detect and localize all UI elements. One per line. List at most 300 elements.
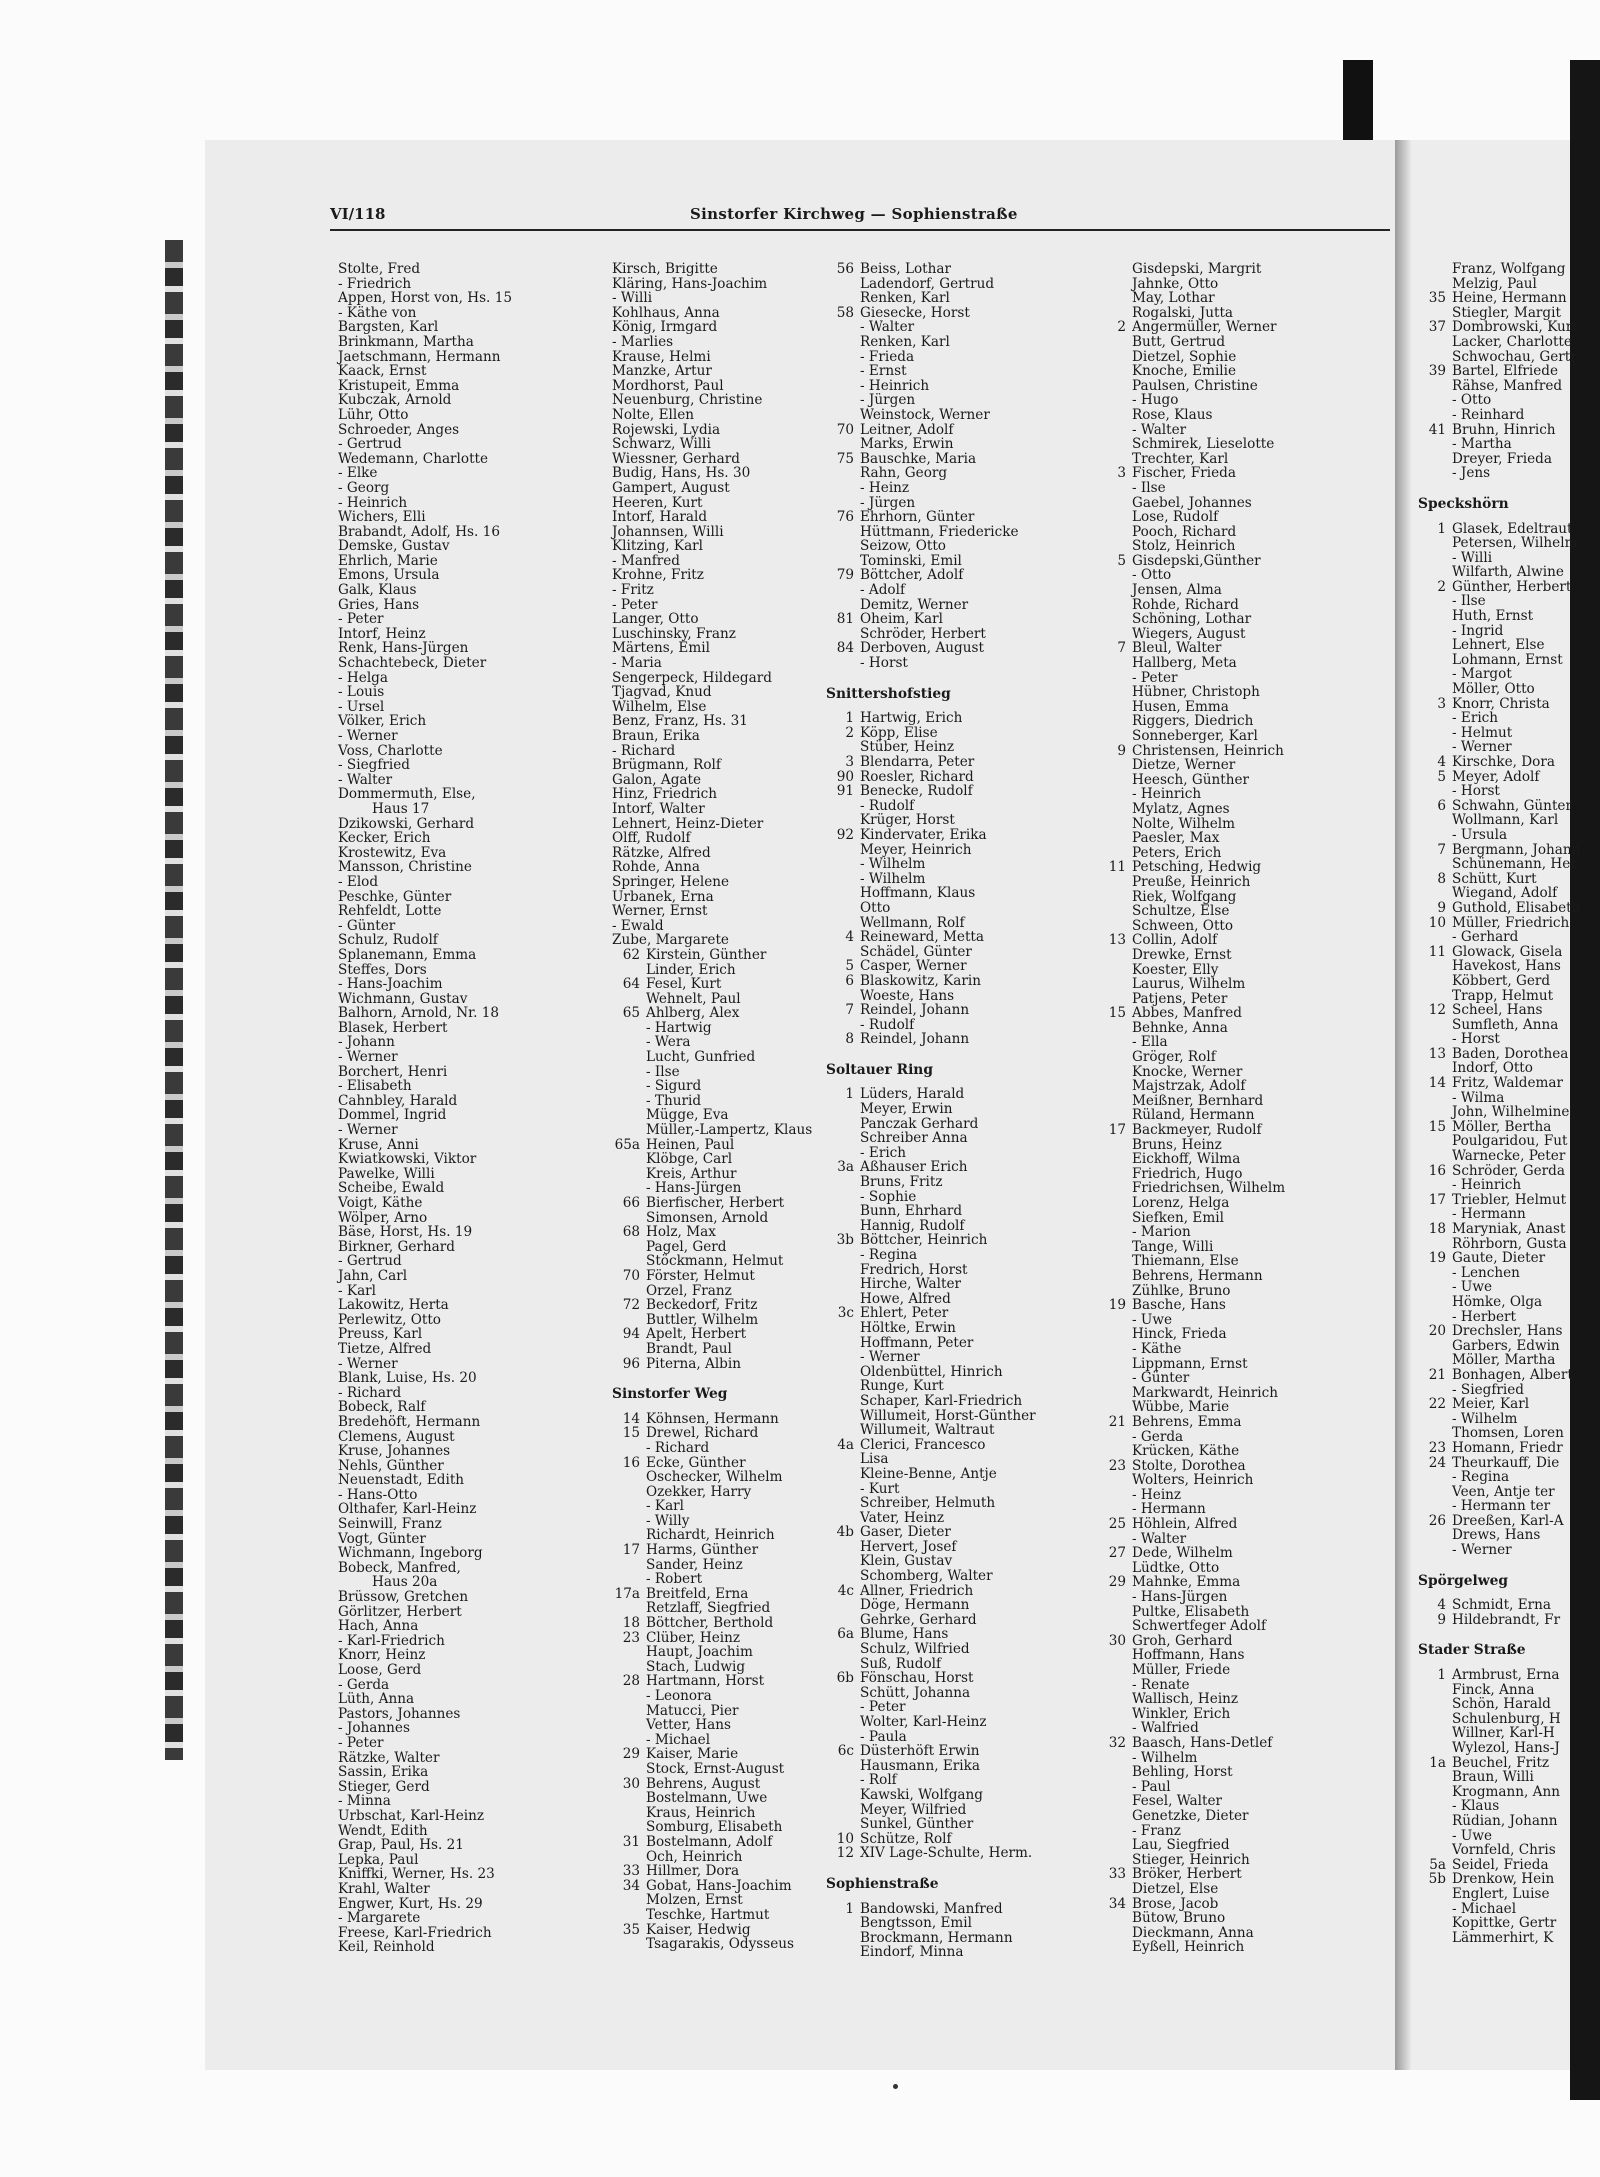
resident-name: Somburg, Elisabeth (646, 1819, 783, 1836)
resident-name: - Heinrich (338, 494, 408, 511)
resident-name: Nolte, Ellen (612, 406, 694, 423)
resident-entry (1098, 1721, 1285, 1736)
resident-name: Döge, Hermann (860, 1597, 970, 1614)
resident-entry (612, 1689, 812, 1704)
house-number: 1 (1437, 520, 1446, 537)
resident-name: Klein, Gustav (860, 1553, 953, 1570)
resident-entry (338, 641, 512, 656)
resident-name: Splanemann, Emma (338, 946, 477, 963)
resident-entry (612, 890, 812, 905)
resident-entry (1098, 598, 1285, 613)
resident-name: Lüdtke, Otto (1132, 1559, 1220, 1576)
resident-name: Molzen, Ernst (646, 1892, 743, 1909)
resident-name: Riggers, Diedrich (1132, 713, 1254, 730)
resident-name: - Wera (646, 1034, 691, 1051)
house-number: 7 (845, 1002, 854, 1019)
resident-entry (1098, 1240, 1285, 1255)
house-number: 2 (1117, 319, 1126, 336)
resident-entry (826, 1219, 1036, 1234)
resident-name: Scheibe, Ewald (338, 1180, 445, 1197)
resident-entry (1418, 886, 1600, 901)
resident-name: Preuss, Karl (338, 1326, 423, 1343)
resident-name: Märtens, Emil (612, 640, 710, 657)
resident-entry (612, 1572, 812, 1587)
resident-entry (338, 408, 512, 423)
resident-entry (612, 335, 812, 350)
resident-name: Schwahn, Günter (1452, 797, 1572, 814)
resident-entry (1418, 1018, 1600, 1033)
resident-entry (826, 437, 1036, 452)
resident-name: Sunkel, Günther (860, 1816, 974, 1833)
resident-name: Otto (860, 899, 891, 916)
house-number: 81 (836, 611, 854, 628)
resident-entry (612, 1908, 812, 1923)
resident-entry (612, 802, 812, 817)
resident-name: Drews, Hans (1452, 1527, 1541, 1544)
house-number: 79 (836, 567, 854, 584)
resident-name: Piterna, Albin (646, 1355, 741, 1372)
resident-entry (826, 1931, 1036, 1946)
resident-name: - Gerda (338, 1676, 390, 1693)
resident-name: - Robert (646, 1571, 703, 1588)
resident-name: Hübner, Christoph (1132, 684, 1260, 701)
resident-name: Drechsler, Hans (1452, 1323, 1563, 1340)
resident-entry (338, 1298, 512, 1313)
resident-entry (612, 1269, 812, 1284)
resident-name: - Ewald (612, 917, 664, 934)
house-number: 9 (1117, 742, 1126, 759)
resident-name: Schwochau, Gertr (1452, 348, 1577, 365)
resident-entry (826, 1423, 1036, 1438)
resident-entry (1418, 667, 1600, 682)
resident-entry (1418, 624, 1600, 639)
resident-entry (1418, 799, 1600, 814)
resident-entry (826, 755, 1036, 770)
house-number: 19 (1428, 1250, 1446, 1267)
resident-entry (1098, 335, 1285, 350)
resident-entry (612, 1528, 812, 1543)
resident-entry (826, 1671, 1036, 1686)
house-number: 5 (1117, 552, 1126, 569)
resident-entry (826, 496, 1036, 511)
resident-name: Wendt, Edith (338, 1822, 428, 1839)
resident-name: - Franz (1132, 1822, 1181, 1839)
resident-entry (1098, 423, 1285, 438)
resident-entry (1418, 262, 1600, 277)
resident-name: Perlewitz, Otto (338, 1311, 441, 1328)
resident-name: Wiegand, Adolf (1452, 885, 1558, 902)
resident-entry (826, 1846, 1036, 1861)
resident-name: - Horst (1452, 783, 1500, 800)
resident-name: Rohde, Richard (1132, 596, 1239, 613)
resident-entry (1418, 901, 1600, 916)
resident-name: - Otto (1132, 567, 1172, 584)
resident-entry (826, 989, 1036, 1004)
resident-entry (338, 1444, 512, 1459)
resident-name: Stolz, Heinrich (1132, 538, 1236, 555)
house-number: 6b (836, 1670, 854, 1687)
resident-name: Behrens, Emma (1132, 1413, 1242, 1430)
resident-name: Hallberg, Meta (1132, 655, 1237, 672)
house-number: 1 (1437, 1667, 1446, 1684)
resident-entry (826, 277, 1036, 292)
resident-name: Rose, Klaus (1132, 406, 1213, 423)
resident-entry (826, 1759, 1036, 1774)
resident-entry (338, 393, 512, 408)
resident-name: Pooch, Richard (1132, 523, 1237, 540)
resident-entry (338, 1911, 512, 1926)
resident-name: Seidel, Frieda (1452, 1856, 1549, 1873)
resident-entry (826, 568, 1036, 583)
resident-entry (1098, 1415, 1285, 1430)
resident-entry (612, 1660, 812, 1675)
resident-entry (612, 525, 812, 540)
resident-name: Bruns, Fritz (860, 1174, 943, 1191)
resident-entry (1098, 773, 1285, 788)
resident-entry (826, 1788, 1036, 1803)
resident-entry (1098, 1152, 1285, 1167)
resident-entry (826, 1642, 1036, 1657)
resident-entry (338, 963, 512, 978)
resident-name: - Wilma (1452, 1089, 1505, 1106)
resident-entry (612, 817, 812, 832)
resident-name: - Hugo (1132, 392, 1179, 409)
resident-entry (1098, 744, 1285, 759)
resident-entry (612, 1357, 812, 1372)
directory-column-2 (612, 262, 812, 1952)
resident-name: Schwarz, Willi (612, 436, 711, 453)
house-number: 3 (1437, 695, 1446, 712)
resident-entry (826, 1175, 1036, 1190)
resident-entry (1098, 1327, 1285, 1342)
house-number: 12 (836, 1845, 854, 1862)
resident-entry (612, 568, 812, 583)
resident-name: Rätzke, Alfred (612, 844, 711, 861)
house-number: 4c (837, 1582, 854, 1599)
resident-entry (826, 1496, 1036, 1511)
resident-name: Ehlert, Peter (860, 1305, 949, 1322)
resident-entry (612, 1079, 812, 1094)
resident-name: Thomsen, Loren (1452, 1425, 1564, 1442)
resident-name: - Hartwig (646, 1019, 712, 1036)
resident-entry (338, 977, 512, 992)
resident-entry (1098, 1809, 1285, 1824)
resident-entry (826, 1613, 1036, 1628)
resident-entry (1098, 379, 1285, 394)
resident-entry (1418, 1076, 1600, 1091)
resident-name: Friedrich, Hugo (1132, 1165, 1243, 1182)
resident-name: Butt, Gertrud (1132, 333, 1226, 350)
resident-name: - Werner (338, 1355, 398, 1372)
resident-entry (1098, 1780, 1285, 1795)
resident-name: Dietzel, Else (1132, 1880, 1219, 1897)
street-heading: Soltauer Ring (826, 1061, 933, 1078)
resident-entry (1418, 1105, 1600, 1120)
resident-entry (1098, 1313, 1285, 1328)
resident-entry (612, 320, 812, 335)
resident-name: Tominski, Emil (860, 552, 962, 569)
resident-name: Dommermuth, Else, (338, 786, 476, 803)
resident-entry (338, 817, 512, 832)
resident-name: Willumeit, Horst-Günther (860, 1407, 1036, 1424)
resident-name: - Ursel (338, 698, 385, 715)
resident-entry (338, 1809, 512, 1824)
resident-name: Möller, Otto (1452, 681, 1535, 698)
house-number: 5b (1428, 1871, 1446, 1888)
resident-name: - Erich (860, 1144, 907, 1161)
resident-entry (1418, 1003, 1600, 1018)
resident-entry (1418, 1814, 1600, 1829)
resident-entry (826, 1204, 1036, 1219)
resident-entry (1418, 959, 1600, 974)
resident-entry (338, 452, 512, 467)
resident-entry (1098, 1269, 1285, 1284)
house-number: 91 (836, 783, 854, 800)
resident-entry (338, 1648, 512, 1663)
resident-entry (612, 641, 812, 656)
resident-entry (1098, 1050, 1285, 1065)
resident-name: Willumeit, Waltraut (860, 1422, 995, 1439)
resident-entry (1418, 1412, 1600, 1427)
resident-name: Hinck, Frieda (1132, 1326, 1227, 1343)
resident-entry (338, 1225, 512, 1240)
resident-name: - Paula (860, 1728, 907, 1745)
resident-name: Hartmann, Horst (646, 1673, 765, 1690)
street-heading: Sophienstraße (826, 1875, 939, 1892)
resident-name: - Hans-Joachim (338, 976, 443, 993)
resident-name: Bargsten, Karl (338, 319, 439, 336)
resident-name: Basche, Hans (1132, 1297, 1226, 1314)
resident-name: Schmidt, Erna (1452, 1597, 1552, 1614)
resident-entry (1098, 817, 1285, 832)
resident-entry (826, 598, 1036, 613)
resident-entry (338, 729, 512, 744)
resident-name: Wylezol, Hans-J (1452, 1740, 1560, 1756)
resident-name: Rüdian, Johann (1452, 1812, 1558, 1829)
resident-name: Köhnsen, Hermann (646, 1410, 779, 1427)
house-number: 1 (845, 1900, 854, 1917)
resident-entry (1098, 1284, 1285, 1299)
resident-name: Mansson, Christine (338, 859, 472, 876)
resident-name: Demske, Gustav (338, 538, 450, 555)
resident-name: - Hermann (1132, 1501, 1206, 1518)
resident-entry (338, 671, 512, 686)
resident-name: - Siegfried (1452, 1381, 1524, 1398)
resident-name: Reineward, Metta (860, 929, 985, 946)
resident-name: - Werner (338, 1049, 398, 1066)
resident-entry (1098, 1167, 1285, 1182)
resident-name: Kaack, Ernst (338, 363, 427, 380)
resident-name: Rätzke, Walter (338, 1749, 440, 1766)
house-number: 26 (1428, 1512, 1446, 1529)
resident-name: - Günter (1132, 1370, 1190, 1387)
resident-entry (338, 1692, 512, 1707)
resident-entry (612, 1211, 812, 1226)
resident-entry (1098, 1678, 1285, 1693)
resident-entry (1098, 306, 1285, 321)
resident-entry (338, 1400, 512, 1415)
resident-name: Lakowitz, Herta (338, 1297, 449, 1314)
resident-name: Dreeßen, Karl-A (1452, 1512, 1564, 1529)
resident-entry (1418, 522, 1600, 537)
resident-name: Beckedorf, Fritz (646, 1297, 758, 1314)
resident-name: Birkner, Gerhard (338, 1238, 455, 1255)
resident-name: - Wilhelm (1452, 1410, 1518, 1427)
resident-name: - Michael (1452, 1900, 1517, 1917)
resident-name: Balhorn, Arnold, Nr. 18 (338, 1005, 500, 1022)
resident-entry (1418, 1134, 1600, 1149)
resident-name: Schütt, Johanna (860, 1684, 971, 1701)
resident-entry (338, 1590, 512, 1605)
resident-entry (338, 1459, 512, 1474)
resident-name: Müller,-Lampertz, Klaus (646, 1122, 813, 1139)
resident-name: - Leonora (646, 1688, 712, 1704)
resident-entry (612, 1313, 812, 1328)
resident-name: - Heinz (860, 479, 910, 496)
resident-name: Bäse, Horst, Hs. 19 (338, 1224, 473, 1241)
resident-name: Stolte, Fred (338, 261, 421, 277)
resident-name: Wichers, Elli (338, 509, 426, 526)
resident-name: - Hans-Jürgen (646, 1180, 742, 1197)
resident-name: Klitzing, Karl (612, 538, 704, 555)
resident-name: Wollmann, Karl (1452, 812, 1559, 829)
resident-entry (1418, 1324, 1600, 1339)
resident-name: Ehrhorn, Günter (860, 509, 975, 526)
resident-entry (1418, 1858, 1600, 1873)
resident-name: Pastors, Johannes (338, 1705, 461, 1722)
resident-name: Schütze, Rolf (860, 1830, 952, 1847)
house-number: 30 (622, 1775, 640, 1792)
resident-name: Wiegers, August (1132, 625, 1246, 642)
resident-name: Triebler, Helmut (1452, 1191, 1567, 1208)
resident-entry (1418, 1164, 1600, 1179)
resident-name: Schöning, Lothar (1132, 611, 1252, 628)
resident-name: Trapp, Helmut (1452, 987, 1554, 1004)
resident-name: Budig, Hans, Hs. 30 (612, 465, 751, 482)
resident-name: Hausmann, Erika (860, 1757, 980, 1774)
resident-entry (1418, 1353, 1600, 1368)
resident-entry (612, 714, 812, 729)
resident-name: Schröder, Gerda (1452, 1162, 1565, 1179)
resident-entry (612, 1470, 812, 1485)
house-number: 2 (845, 724, 854, 741)
resident-entry (338, 510, 512, 525)
resident-entry (338, 1721, 512, 1736)
resident-name: Wolters, Heinrich (1132, 1472, 1254, 1489)
resident-name: Ehrlich, Marie (338, 552, 438, 569)
resident-entry (612, 1138, 812, 1153)
house-number: 14 (622, 1410, 640, 1427)
resident-entry (826, 711, 1036, 726)
house-number: 24 (1428, 1454, 1446, 1471)
resident-entry (338, 598, 512, 613)
resident-entry (612, 1021, 812, 1036)
resident-name: - Heinz (1132, 1486, 1182, 1503)
resident-entry (1098, 860, 1285, 875)
house-number: 13 (1108, 932, 1126, 949)
resident-name: - Peter (1132, 669, 1178, 686)
resident-entry (338, 481, 512, 496)
resident-entry (1418, 916, 1600, 931)
resident-entry (612, 1225, 812, 1240)
resident-name: - Minna (338, 1793, 391, 1810)
resident-entry (1418, 1683, 1600, 1698)
resident-entry (826, 974, 1036, 989)
resident-entry (826, 554, 1036, 569)
resident-name: Böttcher, Berthold (646, 1615, 774, 1632)
resident-entry (612, 1065, 812, 1080)
resident-name: Bobeck, Ralf (338, 1399, 426, 1416)
resident-entry (1098, 1196, 1285, 1211)
resident-entry (338, 364, 512, 379)
resident-name: Kubczak, Arnold (338, 392, 452, 409)
resident-entry (826, 1321, 1036, 1336)
house-number: 31 (622, 1833, 640, 1850)
resident-entry (1098, 1502, 1285, 1517)
house-number: 21 (1108, 1413, 1126, 1430)
resident-name: Franz, Wolfgang (1452, 262, 1566, 277)
resident-entry (612, 1850, 812, 1865)
resident-entry (612, 627, 812, 642)
resident-name: Benz, Franz, Hs. 31 (612, 713, 748, 730)
resident-name: Brandt, Paul (646, 1340, 732, 1357)
resident-name: Giesecke, Horst (860, 304, 970, 321)
resident-entry (826, 1438, 1036, 1453)
resident-name: Röhrborn, Gusta (1452, 1235, 1567, 1252)
resident-entry (826, 857, 1036, 872)
resident-name: Pultke, Elisabeth (1132, 1603, 1250, 1620)
resident-entry (826, 1467, 1036, 1482)
resident-name: Schädel, Günter (860, 943, 972, 960)
resident-entry (1418, 594, 1600, 609)
resident-entry (826, 1744, 1036, 1759)
resident-name: - Horst (860, 655, 908, 672)
resident-entry (826, 1584, 1036, 1599)
resident-name: - Karl (646, 1498, 685, 1515)
resident-name: Intorf, Heinz (338, 625, 426, 642)
resident-entry (338, 758, 512, 773)
resident-name: - Karl (338, 1282, 377, 1299)
resident-name: XIV Lage-Schulte, Herm. (860, 1845, 1033, 1862)
resident-entry (338, 802, 512, 817)
house-number: 76 (836, 509, 854, 526)
resident-name: Rüland, Hermann (1132, 1107, 1255, 1124)
resident-entry (338, 1473, 512, 1488)
resident-entry (826, 1715, 1036, 1730)
house-number: 16 (622, 1454, 640, 1471)
resident-entry (338, 612, 512, 627)
resident-name: Bierfischer, Herbert (646, 1195, 785, 1211)
house-number: 10 (1428, 914, 1446, 931)
resident-name: Siefken, Emil (1132, 1209, 1224, 1226)
resident-name: Manzke, Artur (612, 363, 712, 380)
resident-entry (612, 539, 812, 554)
resident-entry (826, 1018, 1036, 1033)
resident-entry (338, 919, 512, 934)
resident-entry (1418, 1383, 1600, 1398)
resident-name: - Walter (860, 319, 915, 336)
resident-name: Clüber, Heinz (646, 1629, 741, 1646)
resident-entry (338, 1488, 512, 1503)
resident-entry (826, 1945, 1036, 1960)
resident-name: Kraus, Heinrich (646, 1804, 756, 1821)
resident-entry (826, 959, 1036, 974)
resident-name: Mügge, Eva (646, 1107, 729, 1124)
resident-name: - Peter (338, 611, 384, 628)
resident-name: Havekost, Hans (1452, 958, 1561, 975)
page-header (330, 205, 1390, 231)
resident-entry (338, 744, 512, 759)
